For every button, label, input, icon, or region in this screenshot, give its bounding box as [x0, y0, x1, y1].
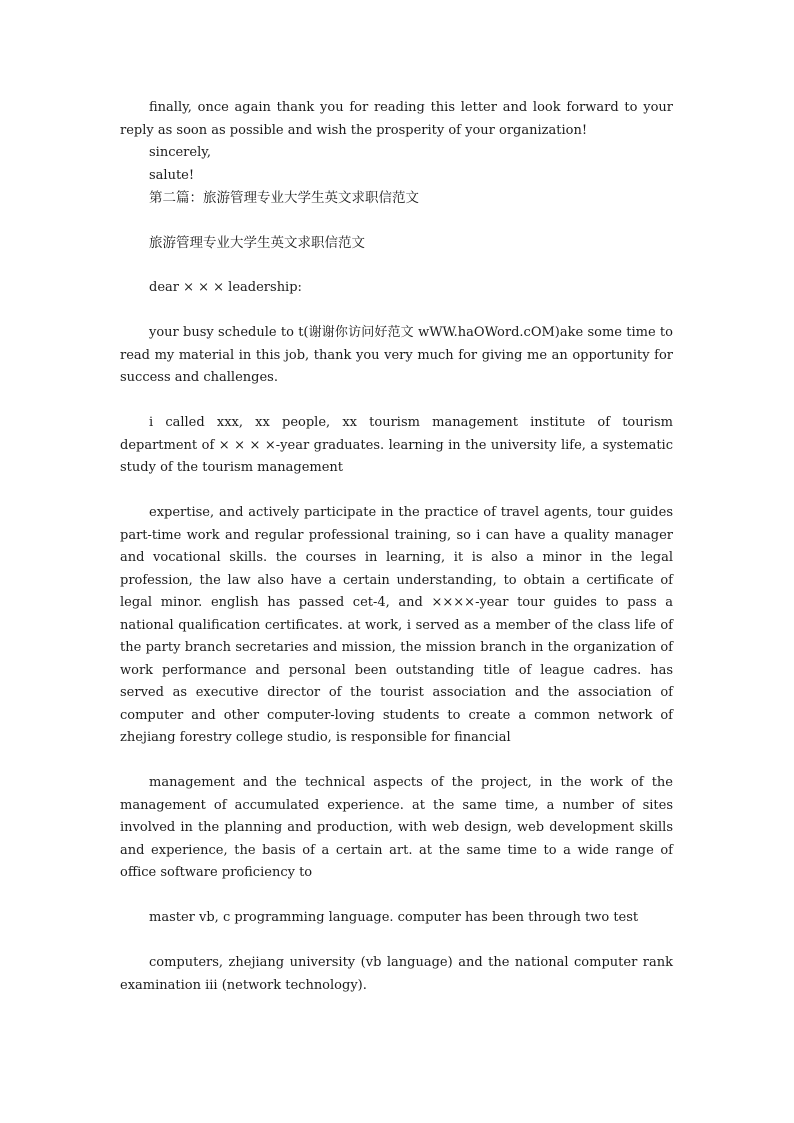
spacer	[120, 255, 673, 278]
sincerely-line: sincerely,	[149, 145, 211, 160]
document-body	[120, 97, 673, 997]
spacer	[120, 930, 673, 953]
body-paragraph-3: expertise, and actively participate in the practice of travel agents, tour guides part-time work and regular professional training, so i can have a quality manager and vocational skills. the courses in learning, it is also a minor in the legal profession, the law also have a certain understanding, to obtain a certificate of legal minor. english has passed cet-4, and ××××-year tour guides to pass a national qualification certificates. at work, i served as a member of the class life of the party branch secretaries and mission, the mission branch in the organization of work performance and personal been outstanding title of league cadres. has served as executive director of the tourist association and the association of computer and other computer-loving students to create a common network of zhejiang forestry college studio, is responsible for financial	[120, 505, 673, 745]
salute-line: salute!	[149, 167, 195, 183]
spacer	[120, 390, 673, 413]
spacer	[120, 300, 673, 323]
body-paragraph-1: your busy schedule to t(谢谢你访问好范文 wWW.haOWord.cOM)ake some time to read my material in this job, thank you very much for giving me an opportunity for success and challenges.	[120, 325, 673, 385]
spacer	[120, 480, 673, 503]
spacer	[120, 750, 673, 773]
closing-thanks-paragraph: finally, once again thank you for reading this letter and look forward to your reply as soon as possible and wish the prosperity of your organization!	[120, 100, 673, 138]
section-heading: 第二篇：旅游管理专业大学生英文求职信范文	[149, 190, 419, 206]
body-paragraph-6: computers, zhejiang university (vb language) and the national computer rank examination iii (network technology).	[120, 955, 673, 993]
body-paragraph-2: i called xxx, xx people, xx tourism management institute of tourism department of × × × ×-year graduates. learning in the university life, a systematic study of the tourism management	[120, 415, 673, 475]
salutation-line: dear × × × leadership:	[149, 280, 302, 295]
body-paragraph-5: master vb, c programming language. computer has been through two test	[149, 910, 639, 925]
spacer	[120, 210, 673, 233]
letter-title: 旅游管理专业大学生英文求职信范文	[149, 235, 365, 251]
spacer	[120, 885, 673, 908]
body-paragraph-4: management and the technical aspects of the project, in the work of the management of accumulated experience. at the same time, a number of sites involved in the planning and production, with web design, web development skills and experience, the basis of a certain art. at the same time to a wide range of office software proficiency to	[120, 775, 673, 880]
